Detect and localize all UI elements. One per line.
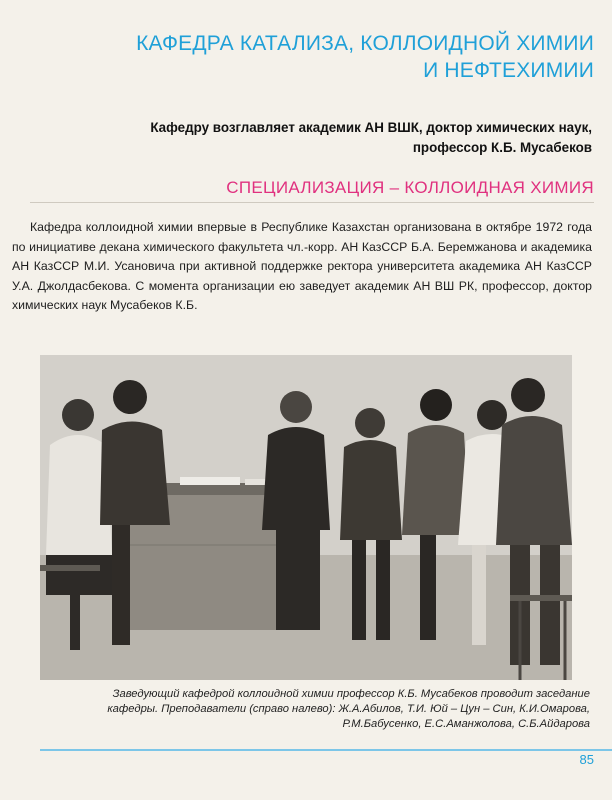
page-number: 85 (579, 752, 594, 767)
caption-line-2: кафедры. Преподаватели (справо налево): Ж.А.Абилов, Т.И. Юй – Цун – Син, К.И.Омарова, (107, 703, 590, 715)
group-photo (40, 355, 572, 680)
photo-caption (30, 687, 590, 732)
body-paragraph: Кафедра коллоидной химии впервые в Республике Казахстан организована в октябре 1972 года по инициативе декана химического факультета чл.-корр. АН КазССР Б.А. Беремжанова и академика АН КазССР М.И. Усановича при активной поддержке ректора университета академика АН КазССР У.А. Джолдасбекова. С момента организации ею заведует академик АН ВШ РК, профессор, доктор химических наук Мусабеков К.Б. (12, 220, 592, 312)
page-title (124, 30, 594, 84)
department-head-note (72, 118, 592, 158)
title-line-1: КАФЕДРА КАТАЛИЗА, КОЛЛОИДНОЙ ХИМИИ (136, 32, 594, 55)
section-heading: СПЕЦИАЛИЗАЦИЯ – КОЛЛОИДНАЯ ХИМИЯ (226, 178, 594, 197)
meeting-photo-illustration (40, 355, 572, 680)
caption-line-1: Заведующий кафедрой коллоидной химии профессор К.Б. Мусабеков проводит заседание (112, 688, 590, 700)
heading-divider (30, 202, 594, 203)
subtitle-line-2: профессор К.Б. Мусабеков (412, 140, 592, 155)
footer-divider (40, 749, 612, 751)
caption-line-3: Р.М.Бабусенко, Е.С.Аманжолова, С.Б.Айдарова (342, 718, 590, 730)
title-line-2: И НЕФТЕХИМИИ (423, 59, 594, 82)
subtitle-line-1: Кафедру возглавляет академик АН ВШК, доктор химических наук, (150, 120, 592, 135)
